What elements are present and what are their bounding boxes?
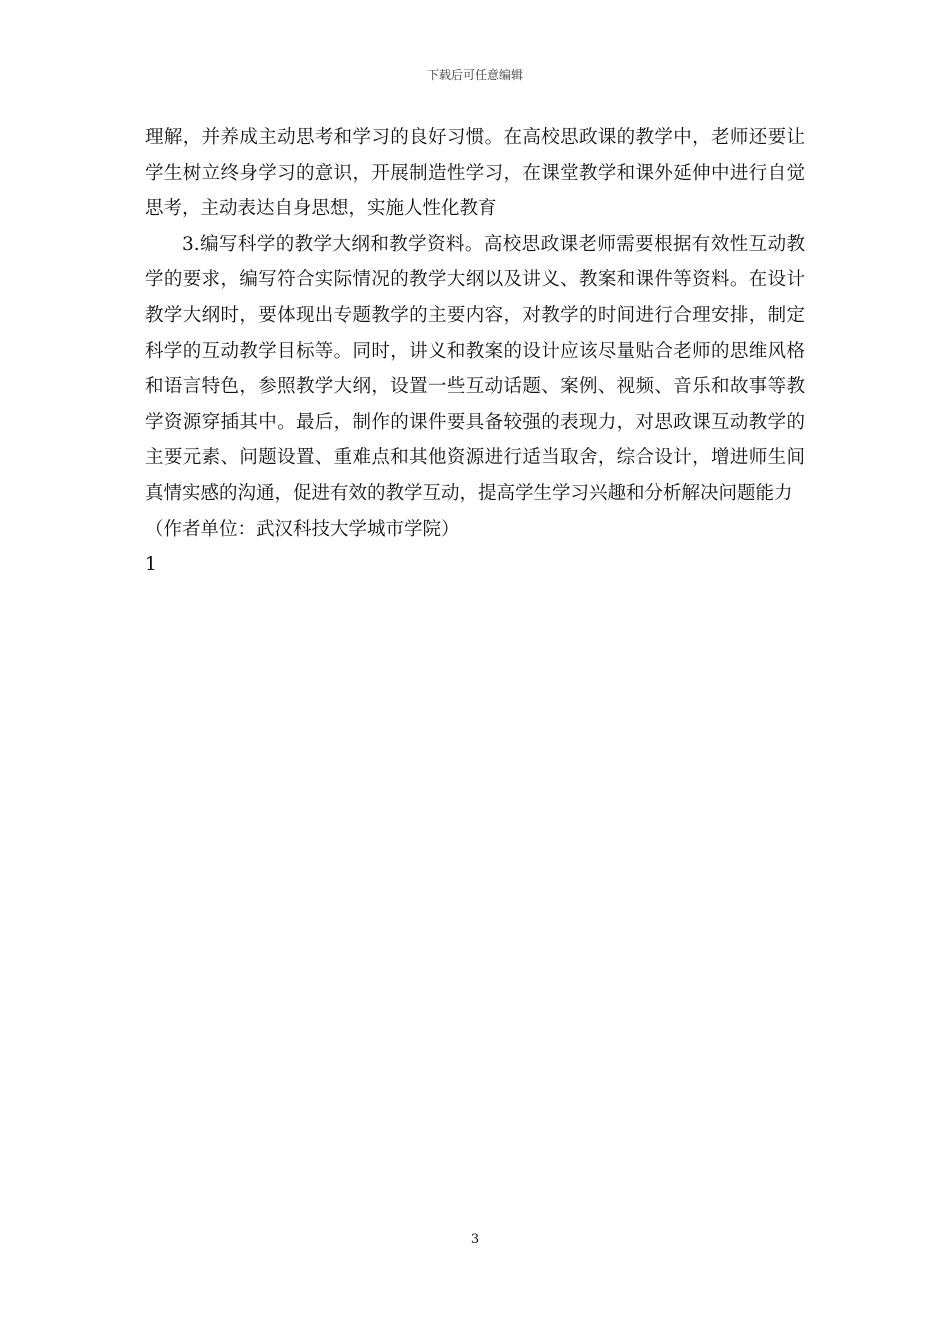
document-body [145,120,805,583]
author-affiliation: （作者单位：武汉科技大学城市学院） [145,518,460,540]
body-paragraph-section-3: 3.编写科学的教学大纲和教学资料。高校思政课老师需要根据有效性互动教学的要求，编写符合实际情况的教学大纲以及讲义、教案和课件等资料。在设计教学大纲时，要体现出专题教学的主要内容，对教学的时间进行合理安排，制定科学的互动教学目标等。同时，讲义和教案的设计应该尽量贴合老师的思维风格和语言特色，参照教学大纲，设置一些互动话题、案例、视频、音乐和故事等教学资源穿插其中。最后，制作的课件要具备较强的表现力，对思政课互动教学的主要元素、问题设置、重难点和其他资源进行适当取舍，综合设计，增进师生间真情实感的沟通，促进有效的教学互动，提高学生学习兴趣和分析解决问题能力 [145,233,805,504]
page-number: 3 [470,1232,480,1247]
footnote-marker: 1 [145,554,157,576]
page-header: 下载后可任意编辑 [426,68,523,82]
body-paragraph-continued: 理解，并养成主动思考和学习的良好习惯。在高校思政课的教学中，老师还要让学生树立终身学习的意识，开展制造性学习，在课堂教学和课外延伸中进行自觉思考，主动表达自身思想，实施人性化教育 [145,127,805,220]
